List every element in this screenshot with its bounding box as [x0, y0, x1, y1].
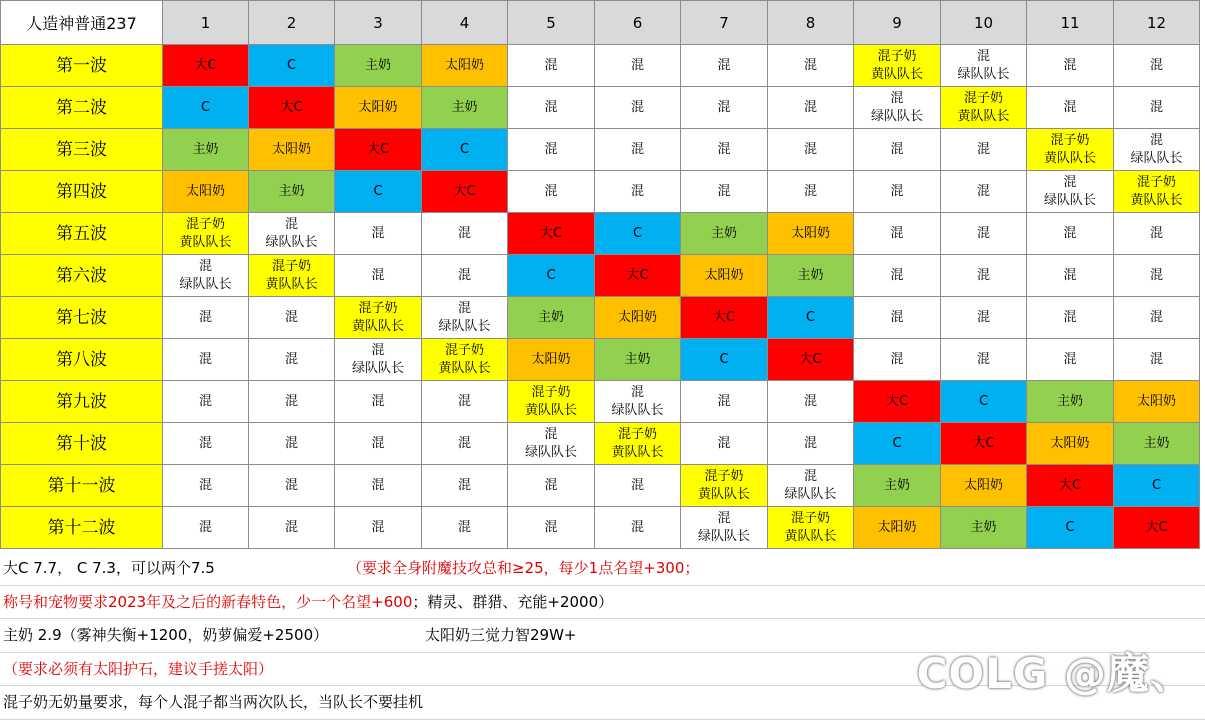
assignment-cell: 混子奶 黄队队长	[163, 213, 249, 255]
assignment-cell: 混 绿队队长	[249, 213, 335, 255]
table-row	[1, 423, 1200, 465]
column-header-8: 8	[768, 1, 854, 45]
assignment-cell: 混	[422, 465, 508, 507]
assignment-cell: 混	[681, 45, 768, 87]
wave-label: 第十二波	[1, 507, 163, 549]
assignment-cell: 混子奶 黄队队长	[854, 45, 941, 87]
assignment-cell: 混子奶 黄队队长	[595, 423, 681, 465]
table-row	[1, 465, 1200, 507]
assignment-cell: 混子奶 黄队队长	[768, 507, 854, 549]
assignment-cell: 太阳奶	[335, 87, 422, 129]
wave-label: 第四波	[1, 171, 163, 213]
assignment-cell: 混 绿队队长	[1114, 129, 1200, 171]
wave-label: 第三波	[1, 129, 163, 171]
column-header-9: 9	[854, 1, 941, 45]
assignment-cell: 太阳奶	[681, 255, 768, 297]
assignment-cell: 混	[1027, 297, 1114, 339]
assignment-cell: 太阳奶	[1027, 423, 1114, 465]
assignment-cell: 混子奶 黄队队长	[681, 465, 768, 507]
assignment-cell: 混	[249, 423, 335, 465]
assignment-cell: 混	[768, 381, 854, 423]
header-row	[1, 1, 1200, 45]
wave-label: 第九波	[1, 381, 163, 423]
assignment-cell: 混	[854, 171, 941, 213]
assignment-cell: 大C	[681, 297, 768, 339]
assignment-cell: 混	[1027, 213, 1114, 255]
assignment-cell: C	[249, 45, 335, 87]
note-pet-bonus: ；精灵、群猎、充能+2000）	[412, 592, 614, 611]
assignment-cell: 混	[163, 465, 249, 507]
note-enchant-requirement: （要求全身附魔技攻总和≥25，每少1点名望+300；	[347, 559, 700, 577]
assignment-cell: 混子奶 黄队队长	[335, 297, 422, 339]
assignment-cell: 混	[1114, 87, 1200, 129]
note-line-2	[0, 586, 1205, 620]
assignment-cell: C	[595, 213, 681, 255]
assignment-cell: 混	[163, 297, 249, 339]
assignment-cell: 混	[854, 339, 941, 381]
assignment-cell: 混	[508, 171, 595, 213]
assignment-cell: 混	[1027, 45, 1114, 87]
assignment-cell: 大C	[249, 87, 335, 129]
assignment-cell: 混 绿队队长	[854, 87, 941, 129]
assignment-cell: 混	[941, 129, 1027, 171]
assignment-cell: 混	[854, 213, 941, 255]
assignment-cell: 主奶	[1027, 381, 1114, 423]
assignment-cell: 混	[249, 297, 335, 339]
assignment-cell: 混	[768, 171, 854, 213]
assignment-cell: 混	[1027, 339, 1114, 381]
table-row	[1, 213, 1200, 255]
wave-label: 第一波	[1, 45, 163, 87]
wave-label: 第十一波	[1, 465, 163, 507]
assignment-cell: 混	[1114, 255, 1200, 297]
assignment-cell: 混	[422, 213, 508, 255]
assignment-cell: 混	[595, 87, 681, 129]
assignment-cell: 混	[854, 297, 941, 339]
assignment-cell: C	[422, 129, 508, 171]
assignment-cell: 主奶	[508, 297, 595, 339]
assignment-cell: 太阳奶	[508, 339, 595, 381]
assignment-cell: 主奶	[941, 507, 1027, 549]
assignment-cell: 大C	[1027, 465, 1114, 507]
colg-watermark: COLG @魔、	[916, 649, 1193, 698]
assignment-cell: 混	[249, 507, 335, 549]
assignment-cell: 混	[854, 255, 941, 297]
assignment-cell: 混	[335, 465, 422, 507]
assignment-cell: 混	[681, 423, 768, 465]
assignment-cell: 混	[1114, 45, 1200, 87]
assignment-cell: 混	[595, 171, 681, 213]
assignment-cell: 混	[768, 423, 854, 465]
note-sun-stone-requirement: （要求必须有太阳护石，建议手搓太阳）	[3, 659, 274, 678]
wave-label: 第十波	[1, 423, 163, 465]
assignment-cell: 混 绿队队长	[595, 381, 681, 423]
assignment-cell: 混 绿队队长	[941, 45, 1027, 87]
assignment-cell: 混 绿队队长	[681, 507, 768, 549]
assignment-cell: 混 绿队队长	[768, 465, 854, 507]
assignment-cell: 混	[508, 465, 595, 507]
assignment-cell: 混子奶 黄队队长	[422, 339, 508, 381]
column-header-12: 12	[1114, 1, 1200, 45]
assignment-cell: C	[1114, 465, 1200, 507]
table-body	[1, 1, 1200, 549]
assignment-cell: 大C	[508, 213, 595, 255]
assignment-cell: 混子奶 黄队队长	[249, 255, 335, 297]
assignment-cell: 大C	[854, 381, 941, 423]
column-header-4: 4	[422, 1, 508, 45]
wave-label: 第七波	[1, 297, 163, 339]
assignment-cell: 混	[508, 45, 595, 87]
assignment-cell: C	[854, 423, 941, 465]
assignment-cell: 混子奶 黄队队长	[1114, 171, 1200, 213]
note-filler-healer: 混子奶无奶量要求，每个人混子都当两次队长，当队长不要挂机	[3, 693, 424, 712]
assignment-cell: 太阳奶	[1114, 381, 1200, 423]
assignment-cell: 混	[681, 129, 768, 171]
assignment-cell: 混	[595, 465, 681, 507]
assignment-cell: 混	[854, 129, 941, 171]
table-row	[1, 45, 1200, 87]
assignment-cell: 混	[941, 255, 1027, 297]
assignment-cell: 太阳奶	[249, 129, 335, 171]
assignment-cell: 混	[163, 381, 249, 423]
assignment-cell: 太阳奶	[854, 507, 941, 549]
assignment-cell: 混 绿队队长	[163, 255, 249, 297]
note-title-pet-requirement: 称号和宠物要求2023年及之后的新春特色，少一个名望+600	[3, 592, 413, 611]
assignment-cell: 混	[163, 423, 249, 465]
assignment-cell: 混	[941, 297, 1027, 339]
assignment-cell: 太阳奶	[768, 213, 854, 255]
assignment-cell: 混	[335, 507, 422, 549]
note-dac-score: 大C 7.7， C 7.3，可以两个7.5	[3, 559, 215, 577]
wave-label: 第二波	[1, 87, 163, 129]
assignment-cell: 太阳奶	[941, 465, 1027, 507]
column-header-6: 6	[595, 1, 681, 45]
assignment-cell: 混	[1114, 297, 1200, 339]
assignment-cell: 主奶	[854, 465, 941, 507]
assignment-cell: 混	[1114, 213, 1200, 255]
assignment-cell: 混子奶 黄队队长	[941, 87, 1027, 129]
assignment-cell: 混	[768, 87, 854, 129]
assignment-cell: 混	[335, 213, 422, 255]
assignment-cell: C	[681, 339, 768, 381]
assignment-cell: 混 绿队队长	[335, 339, 422, 381]
wave-label: 第六波	[1, 255, 163, 297]
assignment-cell: 主奶	[595, 339, 681, 381]
assignment-cell: C	[941, 381, 1027, 423]
assignment-cell: 混	[422, 381, 508, 423]
assignment-cell: 主奶	[163, 129, 249, 171]
assignment-cell: 混	[681, 87, 768, 129]
assignment-cell: 混	[249, 339, 335, 381]
column-header-5: 5	[508, 1, 595, 45]
table-row	[1, 339, 1200, 381]
assignment-cell: 太阳奶	[595, 297, 681, 339]
wave-label: 第五波	[1, 213, 163, 255]
assignment-cell: C	[163, 87, 249, 129]
assignment-cell: 混	[163, 339, 249, 381]
assignment-cell: 混	[1114, 339, 1200, 381]
table-row	[1, 129, 1200, 171]
assignment-cell: 混	[941, 171, 1027, 213]
assignment-cell: 大C	[1114, 507, 1200, 549]
assignment-cell: 主奶	[768, 255, 854, 297]
table-row	[1, 171, 1200, 213]
wave-label: 第八波	[1, 339, 163, 381]
column-header-2: 2	[249, 1, 335, 45]
assignment-cell: 混	[249, 465, 335, 507]
assignment-cell: 混 绿队队长	[508, 423, 595, 465]
assignment-cell: 混 绿队队长	[422, 297, 508, 339]
assignment-cell: 混	[422, 255, 508, 297]
assignment-cell: 混	[768, 129, 854, 171]
assignment-cell: 主奶	[249, 171, 335, 213]
assignment-cell: 混	[681, 381, 768, 423]
assignment-cell: 大C	[335, 129, 422, 171]
assignment-cell: 混 绿队队长	[1027, 171, 1114, 213]
assignment-cell: 太阳奶	[422, 45, 508, 87]
assignment-cell: 混	[422, 423, 508, 465]
assignment-cell: C	[768, 297, 854, 339]
assignment-cell: 太阳奶	[163, 171, 249, 213]
column-header-11: 11	[1027, 1, 1114, 45]
assignment-cell: 大C	[941, 423, 1027, 465]
assignment-cell: 混	[335, 381, 422, 423]
assignment-cell: 混	[335, 423, 422, 465]
column-header-7: 7	[681, 1, 768, 45]
assignment-cell: 混	[163, 507, 249, 549]
assignment-cell: C	[1027, 507, 1114, 549]
table-row	[1, 297, 1200, 339]
assignment-cell: 混	[249, 381, 335, 423]
assignment-cell: 主奶	[422, 87, 508, 129]
note-sun-healer: 太阳奶三觉力智29W+	[425, 626, 577, 645]
assignment-cell: 混	[595, 45, 681, 87]
assignment-cell: 混	[508, 87, 595, 129]
assignment-cell: C	[508, 255, 595, 297]
assignment-cell: 混	[941, 213, 1027, 255]
assignment-cell: 大C	[163, 45, 249, 87]
table-row	[1, 87, 1200, 129]
assignment-cell: 混	[335, 255, 422, 297]
column-header-3: 3	[335, 1, 422, 45]
table-row	[1, 507, 1200, 549]
note-line-1	[0, 552, 1205, 586]
assignment-cell: 混	[595, 129, 681, 171]
assignment-cell: C	[335, 171, 422, 213]
assignment-cell: 混	[768, 45, 854, 87]
assignment-cell: 混子奶 黄队队长	[1027, 129, 1114, 171]
assignment-cell: 混	[508, 129, 595, 171]
assignment-cell: 大C	[595, 255, 681, 297]
column-header-10: 10	[941, 1, 1027, 45]
assignment-cell: 混	[595, 507, 681, 549]
assignment-cell: 混	[1027, 255, 1114, 297]
assignment-cell: 主奶	[335, 45, 422, 87]
note-main-healer: 主奶 2.9（雾神失衡+1200，奶萝偏爱+2500）	[3, 626, 329, 645]
assignment-cell: 大C	[768, 339, 854, 381]
assignment-cell: 混	[508, 507, 595, 549]
assignment-cell: 混子奶 黄队队长	[508, 381, 595, 423]
assignment-cell: 混	[422, 507, 508, 549]
assignment-cell: 主奶	[681, 213, 768, 255]
column-header-1: 1	[163, 1, 249, 45]
assignment-cell: 混	[941, 339, 1027, 381]
table-row	[1, 255, 1200, 297]
assignment-cell: 大C	[422, 171, 508, 213]
assignment-cell: 主奶	[1114, 423, 1200, 465]
assignment-cell: 混	[1027, 87, 1114, 129]
assignment-cell: 混	[681, 171, 768, 213]
table-row	[1, 381, 1200, 423]
table-title: 人造神普通237	[1, 1, 163, 45]
